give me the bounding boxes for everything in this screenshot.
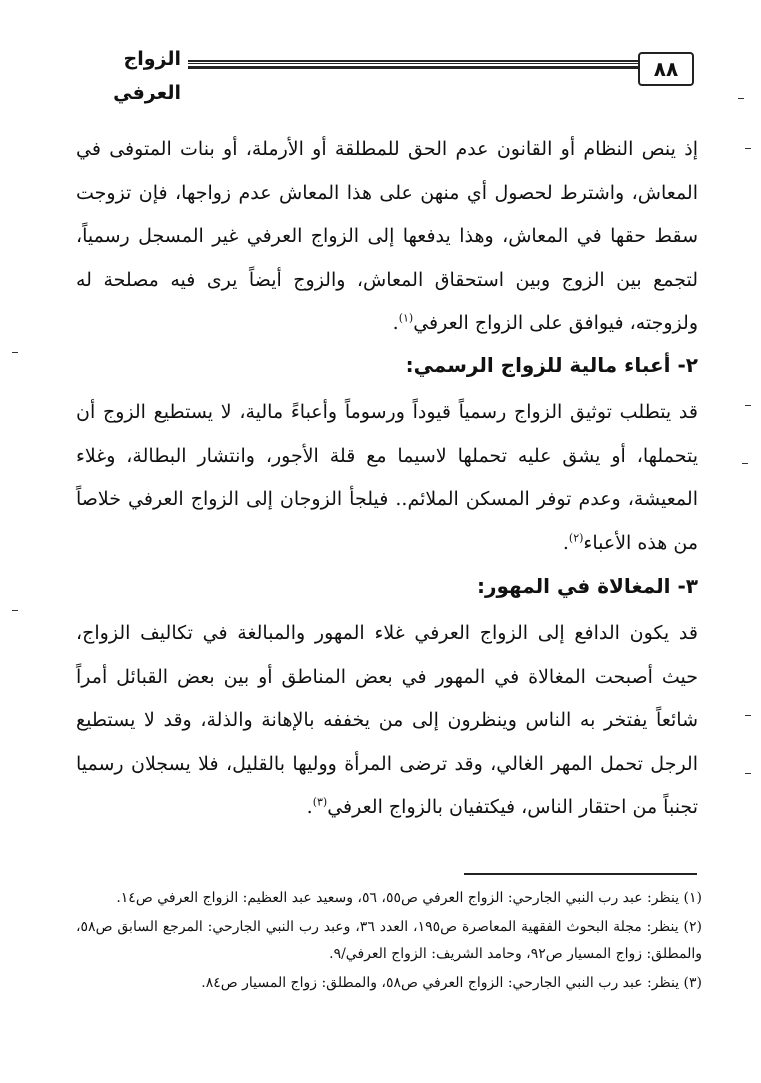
paragraph-3-end: . — [306, 796, 313, 818]
section-heading-2: ٢- أعباء مالية للزواج الرسمي: — [405, 353, 698, 377]
paragraph-2 — [76, 391, 698, 565]
header-title: الزواج العرفي — [113, 48, 181, 104]
paragraph-1-end: . — [392, 312, 399, 334]
paragraph-3 — [76, 612, 698, 830]
page-number: ٨٨ — [638, 52, 694, 86]
section-heading-3: ٣- المغالاة في المهور: — [476, 574, 698, 598]
margin-mark — [12, 352, 18, 353]
paragraph-3-text: قد يكون الدافع إلى الزواج العرفي غلاء المهور والمبالغة في تكاليف الزواج، حيث أصبحت المغالاة في المهور في بعض المناطق أو بين بعض القبائل أمراً شائعاً يفتخر به الناس وينظرون إلى من يخففه بالإهانة والذلة، وقد لا يستطيع الرجل تحمل المهر الغالي، وقد ترضى المرأة ووليها بالقليل، فلا يسجلان رسميا تجنباً من احتقار الناس، فيكتفيان بالزواج العرفي — [76, 622, 698, 818]
paragraph-2-text: قد يتطلب توثيق الزواج رسمياً قيوداً ورسوماً وأعباءً مالية، لا يستطيع الزوج أن يتحملها، أو يشق عليه تحملها لاسيما مع قلة الأجور، وانتشار البطالة، وغلاء المعيشة، وعدم توفر المسكن الملائم.. فيلجأ الزوجان إلى الزواج العرفي خلاصاً من هذه الأعباء — [76, 401, 698, 554]
footnote-2: (٢) ينظر: مجلة البحوث الفقهية المعاصرة ص١٩٥، العدد ٣٦، وعبد رب النبي الجارحي: المرجع السابق ص٥٨، والمطلق: زواج المسيار ص٩٢، وحامد الشريف: الزواج العرفي/٩. — [76, 919, 702, 962]
margin-mark — [745, 405, 751, 406]
margin-mark — [12, 610, 18, 611]
header-rule — [188, 60, 674, 69]
paragraph-1-text: إذ ينص النظام أو القانون عدم الحق للمطلقة أو الأرملة، أو بنات المتوفى في المعاش، واشترط لحصول أي منهن على هذا المعاش عدم زواجها، فإن تزوجت سقط حقها في المعاش، وهذا يدفعها إلى الزواج العرفي غير المسجل رسمياً، لتجمع بين الزوج وبين استحقاق المعاش، والزوج أيضاً يرى فيه مصلحة له ولزوجته، فيوافق على الزواج العرفي — [76, 138, 698, 334]
footnote-ref-1[interactable]: (١) — [398, 311, 414, 325]
paragraph-2-end: . — [562, 531, 569, 554]
footnotes — [76, 885, 702, 999]
paragraph-1 — [76, 128, 698, 346]
margin-mark — [745, 773, 751, 774]
margin-mark — [738, 98, 744, 99]
margin-mark — [742, 463, 748, 464]
margin-mark — [745, 715, 751, 716]
margin-mark — [745, 148, 751, 149]
footnote-ref-2[interactable]: (٢) — [568, 531, 584, 545]
footnote-1: (١) ينظر: عبد رب النبي الجارحي: الزواج العرفي ص٥٥، ٥٦، وسعيد عبد العظيم: الزواج العرفي ص١٤. — [116, 890, 702, 906]
footnote-separator — [464, 873, 697, 875]
footnote-3: (٣) ينظر: عبد رب النبي الجارحي: الزواج العرفي ص٥٨، والمطلق: زواج المسيار ص٨٤. — [201, 975, 702, 991]
footnote-ref-3[interactable]: (٣) — [312, 795, 328, 809]
